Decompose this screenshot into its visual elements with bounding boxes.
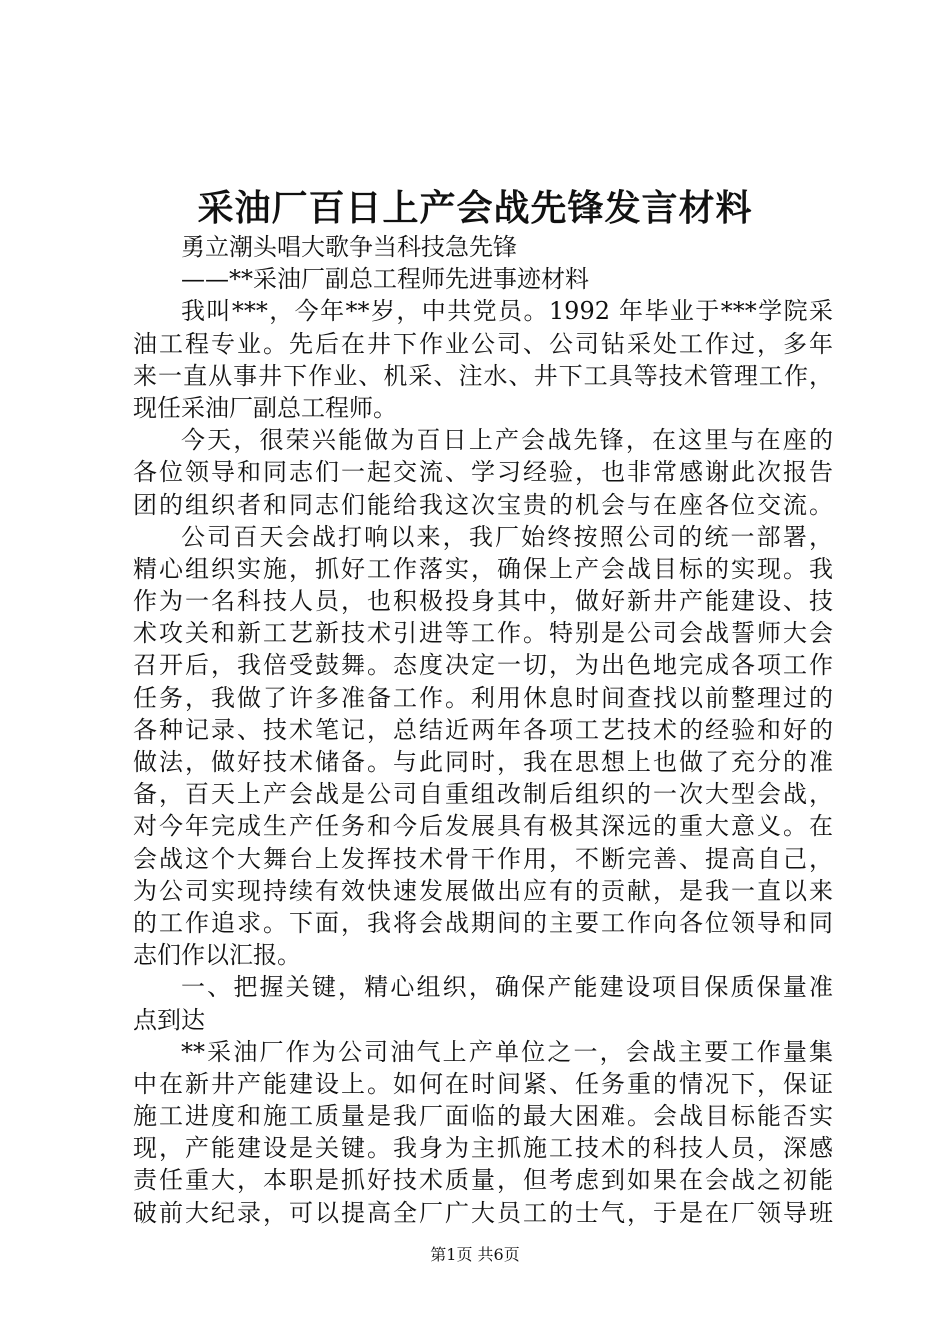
text-line: 今天，很荣兴能做为百日上产会战先锋，在这里与在座的 — [181, 426, 833, 455]
text-line: 破前大纪录，可以提高全厂广大员工的士气，于是在厂领导班 — [133, 1198, 833, 1227]
text-line: 各位领导和同志们一起交流、学习经验，也非常感谢此次报告 — [133, 458, 833, 487]
text-line: 的工作追求。下面，我将会战期间的主要工作向各位领导和同 — [133, 908, 833, 937]
page-footer: 第1页 共6页 — [430, 1245, 520, 1264]
document-title: 采油厂百日上产会战先锋发言材料 — [197, 187, 753, 229]
text-line: 团的组织者和同志们能给我这次宝贵的机会与在座各位交流。 — [133, 490, 833, 519]
text-line: 我叫***，今年**岁，中共党员。1992 年毕业于***学院采 — [181, 297, 833, 326]
text-line: 现，产能建设是关键。我身为主抓施工技术的科技人员，深感 — [133, 1134, 833, 1163]
text-line: 各种记录、技术笔记，总结近两年各项工艺技术的经验和好的 — [133, 715, 833, 744]
text-line: 术攻关和新工艺新技术引进等工作。特别是公司会战誓师大会 — [133, 619, 833, 648]
text-line: 备，百天上产会战是公司自重组改制后组织的一次大型会战， — [133, 780, 833, 809]
text-line: 油工程专业。先后在井下作业公司、公司钻采处工作过，多年 — [133, 329, 833, 358]
document-body — [133, 231, 833, 1229]
text-line: 任务，我做了许多准备工作。利用休息时间查找以前整理过的 — [133, 683, 833, 712]
text-line: 来一直从事井下作业、机采、注水、井下工具等技术管理工作， — [133, 361, 833, 390]
text-line: 公司百天会战打响以来，我厂始终按照公司的统一部署， — [181, 522, 833, 551]
text-line: 点到达 — [133, 1005, 205, 1034]
text-line: 会战这个大舞台上发挥技术骨干作用，不断完善、提高自己， — [133, 844, 833, 873]
text-line: 施工进度和施工质量是我厂面临的最大困难。会战目标能否实 — [133, 1102, 833, 1131]
text-line: 对今年完成生产任务和今后发展具有极其深远的重大意义。在 — [133, 812, 833, 841]
text-line: 召开后，我倍受鼓舞。态度决定一切，为出色地完成各项工作 — [133, 651, 833, 680]
text-line: **采油厂作为公司油气上产单位之一，会战主要工作量集 — [181, 1037, 833, 1066]
text-line: 作为一名科技人员，也积极投身其中，做好新井产能建设、技 — [133, 587, 833, 616]
text-line: 现任采油厂副总工程师。 — [133, 393, 397, 422]
text-line: 精心组织实施，抓好工作落实，确保上产会战目标的实现。我 — [133, 554, 833, 583]
text-line: ——**采油厂副总工程师先进事迹材料 — [181, 265, 589, 294]
text-line: 为公司实现持续有效快速发展做出应有的贡献，是我一直以来 — [133, 876, 833, 905]
text-line: 一、把握关键，精心组织，确保产能建设项目保质保量准 — [181, 973, 833, 1002]
text-line: 勇立潮头唱大歌争当科技急先锋 — [181, 233, 517, 261]
text-line: 做法，做好技术储备。与此同时，我在思想上也做了充分的准 — [133, 748, 833, 776]
text-line: 责任重大，本职是抓好技术质量，但考虑到如果在会战之初能 — [133, 1166, 833, 1195]
text-line: 中在新井产能建设上。如何在时间紧、任务重的情况下，保证 — [133, 1069, 833, 1098]
text-line: 志们作以汇报。 — [133, 941, 301, 970]
